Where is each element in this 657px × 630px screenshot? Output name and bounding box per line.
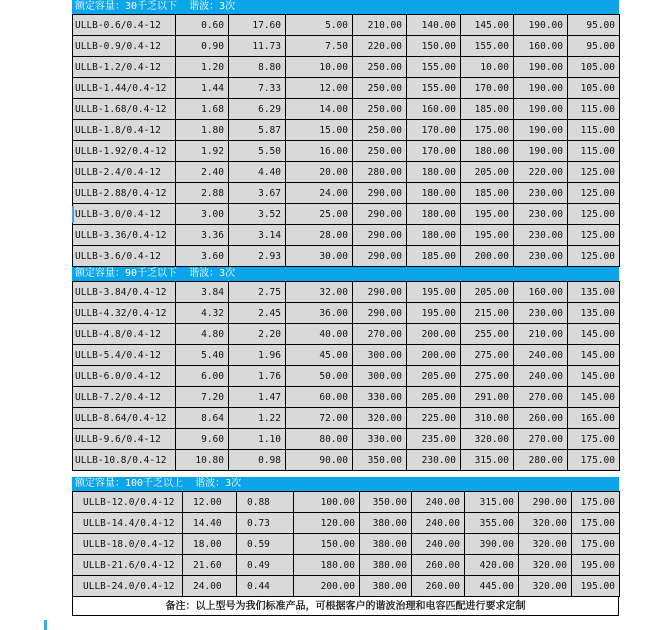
- value-cell: 125.00: [568, 162, 620, 183]
- model-cell: ULLB-12.0/0.4-12: [73, 492, 183, 513]
- table-row: [73, 534, 620, 555]
- model-cell: ULLB-0.6/0.4-12: [73, 15, 176, 36]
- value-cell: 320.00: [519, 555, 572, 576]
- value-cell: 260.00: [412, 555, 465, 576]
- table-row: [73, 303, 620, 324]
- value-cell: 0.49: [237, 555, 294, 576]
- value-cell: 135.00: [568, 282, 620, 303]
- spec-table: [72, 281, 620, 471]
- value-cell: 380.00: [360, 513, 412, 534]
- value-cell: 2.40: [176, 162, 229, 183]
- value-cell: 6.00: [176, 366, 229, 387]
- value-cell: 14.40: [183, 513, 237, 534]
- value-cell: 10.00: [286, 57, 353, 78]
- model-cell: ULLB-1.44/0.4-12: [73, 78, 176, 99]
- model-cell: ULLB-5.4/0.4-12: [73, 345, 176, 366]
- value-cell: 170.00: [407, 141, 461, 162]
- value-cell: 80.00: [286, 429, 353, 450]
- value-cell: 175.00: [572, 513, 620, 534]
- value-cell: 210.00: [514, 324, 568, 345]
- value-cell: 200.00: [294, 576, 360, 597]
- value-cell: 180.00: [461, 141, 514, 162]
- model-cell: ULLB-8.64/0.4-12: [73, 408, 176, 429]
- value-cell: 240.00: [514, 366, 568, 387]
- model-cell: ULLB-21.6/0.4-12: [73, 555, 183, 576]
- spec-table: [72, 491, 620, 597]
- value-cell: 9.60: [176, 429, 229, 450]
- value-cell: 200.00: [407, 345, 461, 366]
- value-cell: 5.00: [286, 15, 353, 36]
- value-cell: 8.80: [229, 57, 286, 78]
- value-cell: 115.00: [568, 99, 620, 120]
- value-cell: 1.96: [229, 345, 286, 366]
- value-cell: 320.00: [519, 513, 572, 534]
- value-cell: 115.00: [568, 120, 620, 141]
- model-cell: ULLB-18.0/0.4-12: [73, 534, 183, 555]
- value-cell: 250.00: [353, 99, 407, 120]
- value-cell: 275.00: [461, 366, 514, 387]
- value-cell: 275.00: [461, 345, 514, 366]
- value-cell: 315.00: [465, 492, 519, 513]
- value-cell: 40.00: [286, 324, 353, 345]
- value-cell: 255.00: [461, 324, 514, 345]
- value-cell: 4.32: [176, 303, 229, 324]
- value-cell: 105.00: [568, 78, 620, 99]
- value-cell: 125.00: [568, 225, 620, 246]
- model-cell: ULLB-1.8/0.4-12: [73, 120, 176, 141]
- value-cell: 50.00: [286, 366, 353, 387]
- value-cell: 215.00: [461, 303, 514, 324]
- value-cell: 7.33: [229, 78, 286, 99]
- model-cell: ULLB-2.88/0.4-12: [73, 183, 176, 204]
- value-cell: 15.00: [286, 120, 353, 141]
- value-cell: 145.00: [568, 387, 620, 408]
- value-cell: 320.00: [519, 576, 572, 597]
- value-cell: 190.00: [514, 141, 568, 162]
- value-cell: 155.00: [407, 57, 461, 78]
- model-cell: ULLB-3.84/0.4-12: [73, 282, 176, 303]
- value-cell: 125.00: [568, 246, 620, 267]
- value-cell: 135.00: [568, 303, 620, 324]
- value-cell: 90.00: [286, 450, 353, 471]
- table-row: [73, 162, 620, 183]
- value-cell: 195.00: [572, 555, 620, 576]
- value-cell: 240.00: [412, 492, 465, 513]
- value-cell: 175.00: [572, 492, 620, 513]
- value-cell: 290.00: [353, 225, 407, 246]
- value-cell: 220.00: [353, 36, 407, 57]
- value-cell: 0.60: [176, 15, 229, 36]
- table-row: [73, 324, 620, 345]
- value-cell: 5.50: [229, 141, 286, 162]
- value-cell: 100.00: [294, 492, 360, 513]
- value-cell: 290.00: [353, 204, 407, 225]
- value-cell: 185.00: [461, 99, 514, 120]
- table-row: [73, 57, 620, 78]
- value-cell: 36.00: [286, 303, 353, 324]
- table-body: [73, 492, 620, 597]
- value-cell: 17.60: [229, 15, 286, 36]
- value-cell: 200.00: [461, 246, 514, 267]
- value-cell: 175.00: [461, 120, 514, 141]
- model-cell: ULLB-3.36/0.4-12: [73, 225, 176, 246]
- table-row: [73, 246, 620, 267]
- value-cell: 180.00: [407, 204, 461, 225]
- value-cell: 150.00: [407, 36, 461, 57]
- value-cell: 165.00: [568, 408, 620, 429]
- model-cell: ULLB-9.6/0.4-12: [73, 429, 176, 450]
- value-cell: 240.00: [412, 534, 465, 555]
- value-cell: 1.22: [229, 408, 286, 429]
- value-cell: 2.20: [229, 324, 286, 345]
- value-cell: 290.00: [353, 303, 407, 324]
- model-cell: ULLB-0.9/0.4-12: [73, 36, 176, 57]
- value-cell: 280.00: [353, 162, 407, 183]
- value-cell: 300.00: [353, 366, 407, 387]
- value-cell: 145.00: [568, 345, 620, 366]
- model-cell: ULLB-1.2/0.4-12: [73, 57, 176, 78]
- table-row: [73, 408, 620, 429]
- section-header: 额定容量：100千乏以上 谐波：3次: [72, 477, 619, 491]
- value-cell: 0.44: [237, 576, 294, 597]
- value-cell: 185.00: [461, 183, 514, 204]
- value-cell: 18.00: [183, 534, 237, 555]
- value-cell: 95.00: [568, 36, 620, 57]
- value-cell: 1.80: [176, 120, 229, 141]
- value-cell: 250.00: [353, 141, 407, 162]
- value-cell: 240.00: [514, 345, 568, 366]
- value-cell: 230.00: [514, 225, 568, 246]
- value-cell: 155.00: [461, 36, 514, 57]
- value-cell: 160.00: [407, 99, 461, 120]
- value-cell: 290.00: [353, 183, 407, 204]
- value-cell: 230.00: [407, 450, 461, 471]
- value-cell: 205.00: [461, 282, 514, 303]
- value-cell: 170.00: [407, 120, 461, 141]
- value-cell: 1.44: [176, 78, 229, 99]
- value-cell: 3.84: [176, 282, 229, 303]
- value-cell: 160.00: [514, 282, 568, 303]
- value-cell: 230.00: [514, 246, 568, 267]
- table-body: [73, 282, 620, 471]
- model-cell: ULLB-2.4/0.4-12: [73, 162, 176, 183]
- table-row: [73, 450, 620, 471]
- table-row: [73, 576, 620, 597]
- value-cell: 315.00: [461, 450, 514, 471]
- value-cell: 160.00: [514, 36, 568, 57]
- value-cell: 24.00: [286, 183, 353, 204]
- table-row: [73, 99, 620, 120]
- section-header: 额定容量：90千乏以下 谐波：3次: [72, 267, 619, 281]
- value-cell: 5.87: [229, 120, 286, 141]
- table-row: [73, 429, 620, 450]
- value-cell: 330.00: [353, 429, 407, 450]
- value-cell: 24.00: [183, 576, 237, 597]
- value-cell: 230.00: [514, 303, 568, 324]
- value-cell: 190.00: [514, 99, 568, 120]
- table-row: [73, 555, 620, 576]
- value-cell: 7.20: [176, 387, 229, 408]
- value-cell: 300.00: [353, 345, 407, 366]
- value-cell: 3.00: [176, 204, 229, 225]
- value-cell: 175.00: [568, 450, 620, 471]
- table-body: [73, 15, 620, 267]
- value-cell: 380.00: [360, 555, 412, 576]
- value-cell: 250.00: [353, 78, 407, 99]
- value-cell: 190.00: [514, 57, 568, 78]
- value-cell: 310.00: [461, 408, 514, 429]
- value-cell: 205.00: [407, 366, 461, 387]
- value-cell: 355.00: [465, 513, 519, 534]
- value-cell: 1.76: [229, 366, 286, 387]
- model-cell: ULLB-3.6/0.4-12: [73, 246, 176, 267]
- value-cell: 5.40: [176, 345, 229, 366]
- value-cell: 16.00: [286, 141, 353, 162]
- value-cell: 0.59: [237, 534, 294, 555]
- footnote: 备注：以上型号为我们标准产品，可根据客户的谐波治理和电容匹配进行要求定制: [72, 597, 619, 616]
- model-cell: ULLB-6.0/0.4-12: [73, 366, 176, 387]
- value-cell: 260.00: [412, 576, 465, 597]
- value-cell: 190.00: [514, 15, 568, 36]
- value-cell: 195.00: [461, 204, 514, 225]
- value-cell: 290.00: [353, 282, 407, 303]
- value-cell: 205.00: [461, 162, 514, 183]
- value-cell: 10.80: [176, 450, 229, 471]
- value-cell: 185.00: [407, 246, 461, 267]
- value-cell: 180.00: [407, 183, 461, 204]
- value-cell: 320.00: [353, 408, 407, 429]
- value-cell: 250.00: [353, 120, 407, 141]
- table-row: [73, 183, 620, 204]
- value-cell: 235.00: [407, 429, 461, 450]
- model-cell: ULLB-14.4/0.4-12: [73, 513, 183, 534]
- value-cell: 7.50: [286, 36, 353, 57]
- model-cell: ULLB-3.0/0.4-12: [73, 204, 176, 225]
- value-cell: 12.00: [286, 78, 353, 99]
- value-cell: 225.00: [407, 408, 461, 429]
- value-cell: 0.73: [237, 513, 294, 534]
- value-cell: 115.00: [568, 141, 620, 162]
- model-cell: ULLB-1.68/0.4-12: [73, 99, 176, 120]
- value-cell: 25.00: [286, 204, 353, 225]
- value-cell: 1.10: [229, 429, 286, 450]
- table-row: [73, 15, 620, 36]
- value-cell: 380.00: [360, 534, 412, 555]
- value-cell: 3.60: [176, 246, 229, 267]
- value-cell: 320.00: [519, 534, 572, 555]
- value-cell: 12.00: [183, 492, 237, 513]
- value-cell: 0.88: [237, 492, 294, 513]
- model-cell: ULLB-4.8/0.4-12: [73, 324, 176, 345]
- spec-table: [72, 14, 620, 267]
- value-cell: 190.00: [514, 120, 568, 141]
- value-cell: 320.00: [461, 429, 514, 450]
- value-cell: 3.36: [176, 225, 229, 246]
- value-cell: 1.92: [176, 141, 229, 162]
- value-cell: 125.00: [568, 183, 620, 204]
- value-cell: 350.00: [353, 450, 407, 471]
- value-cell: 105.00: [568, 57, 620, 78]
- value-cell: 350.00: [360, 492, 412, 513]
- value-cell: 260.00: [514, 408, 568, 429]
- table-row: [73, 366, 620, 387]
- value-cell: 28.00: [286, 225, 353, 246]
- table-row: [73, 36, 620, 57]
- value-cell: 420.00: [465, 555, 519, 576]
- table-row: [73, 513, 620, 534]
- value-cell: 120.00: [294, 513, 360, 534]
- value-cell: 145.00: [568, 366, 620, 387]
- value-cell: 291.00: [461, 387, 514, 408]
- value-cell: 220.00: [514, 162, 568, 183]
- value-cell: 140.00: [407, 15, 461, 36]
- value-cell: 1.47: [229, 387, 286, 408]
- value-cell: 180.00: [407, 225, 461, 246]
- value-cell: 270.00: [514, 387, 568, 408]
- value-cell: 125.00: [568, 204, 620, 225]
- value-cell: 21.60: [183, 555, 237, 576]
- value-cell: 155.00: [407, 78, 461, 99]
- value-cell: 6.29: [229, 99, 286, 120]
- table-row: [73, 78, 620, 99]
- value-cell: 2.93: [229, 246, 286, 267]
- value-cell: 150.00: [294, 534, 360, 555]
- value-cell: 195.00: [407, 303, 461, 324]
- value-cell: 240.00: [412, 513, 465, 534]
- value-cell: 3.52: [229, 204, 286, 225]
- table-row: [73, 387, 620, 408]
- value-cell: 2.45: [229, 303, 286, 324]
- value-cell: 195.00: [572, 576, 620, 597]
- value-cell: 95.00: [568, 15, 620, 36]
- value-cell: 195.00: [461, 225, 514, 246]
- table-row: [73, 345, 620, 366]
- value-cell: 72.00: [286, 408, 353, 429]
- table-row: [73, 282, 620, 303]
- value-cell: 2.88: [176, 183, 229, 204]
- value-cell: 1.68: [176, 99, 229, 120]
- table-row: [73, 492, 620, 513]
- value-cell: 445.00: [465, 576, 519, 597]
- value-cell: 270.00: [353, 324, 407, 345]
- value-cell: 1.20: [176, 57, 229, 78]
- edge-marker: [44, 620, 47, 630]
- model-cell: ULLB-1.92/0.4-12: [73, 141, 176, 162]
- value-cell: 20.00: [286, 162, 353, 183]
- value-cell: 32.00: [286, 282, 353, 303]
- value-cell: 3.14: [229, 225, 286, 246]
- table-row: [73, 225, 620, 246]
- value-cell: 11.73: [229, 36, 286, 57]
- value-cell: 230.00: [514, 204, 568, 225]
- value-cell: 0.98: [229, 450, 286, 471]
- value-cell: 0.90: [176, 36, 229, 57]
- value-cell: 280.00: [514, 450, 568, 471]
- value-cell: 380.00: [360, 576, 412, 597]
- value-cell: 230.00: [514, 183, 568, 204]
- value-cell: 170.00: [461, 78, 514, 99]
- value-cell: 8.64: [176, 408, 229, 429]
- spec-sheet: [72, 0, 619, 630]
- value-cell: 290.00: [519, 492, 572, 513]
- value-cell: 190.00: [514, 78, 568, 99]
- model-cell: ULLB-24.0/0.4-12: [73, 576, 183, 597]
- value-cell: 330.00: [353, 387, 407, 408]
- value-cell: 4.80: [176, 324, 229, 345]
- value-cell: 4.40: [229, 162, 286, 183]
- value-cell: 145.00: [568, 324, 620, 345]
- value-cell: 290.00: [353, 246, 407, 267]
- table-row: [73, 204, 620, 225]
- table-row: [73, 120, 620, 141]
- value-cell: 200.00: [407, 324, 461, 345]
- value-cell: 270.00: [514, 429, 568, 450]
- value-cell: 60.00: [286, 387, 353, 408]
- section-header: 额定容量：30千乏以下 谐波：3次: [72, 0, 619, 14]
- value-cell: 210.00: [353, 15, 407, 36]
- model-cell: ULLB-10.8/0.4-12: [73, 450, 176, 471]
- value-cell: 175.00: [572, 534, 620, 555]
- value-cell: 30.00: [286, 246, 353, 267]
- value-cell: 3.67: [229, 183, 286, 204]
- value-cell: 250.00: [353, 57, 407, 78]
- value-cell: 45.00: [286, 345, 353, 366]
- value-cell: 205.00: [407, 387, 461, 408]
- value-cell: 390.00: [465, 534, 519, 555]
- value-cell: 175.00: [568, 429, 620, 450]
- edge-marker: [72, 206, 74, 223]
- model-cell: ULLB-7.2/0.4-12: [73, 387, 176, 408]
- table-row: [73, 141, 620, 162]
- value-cell: 10.00: [461, 57, 514, 78]
- value-cell: 14.00: [286, 99, 353, 120]
- value-cell: 2.75: [229, 282, 286, 303]
- model-cell: ULLB-4.32/0.4-12: [73, 303, 176, 324]
- value-cell: 180.00: [294, 555, 360, 576]
- value-cell: 180.00: [407, 162, 461, 183]
- value-cell: 195.00: [407, 282, 461, 303]
- value-cell: 145.00: [461, 15, 514, 36]
